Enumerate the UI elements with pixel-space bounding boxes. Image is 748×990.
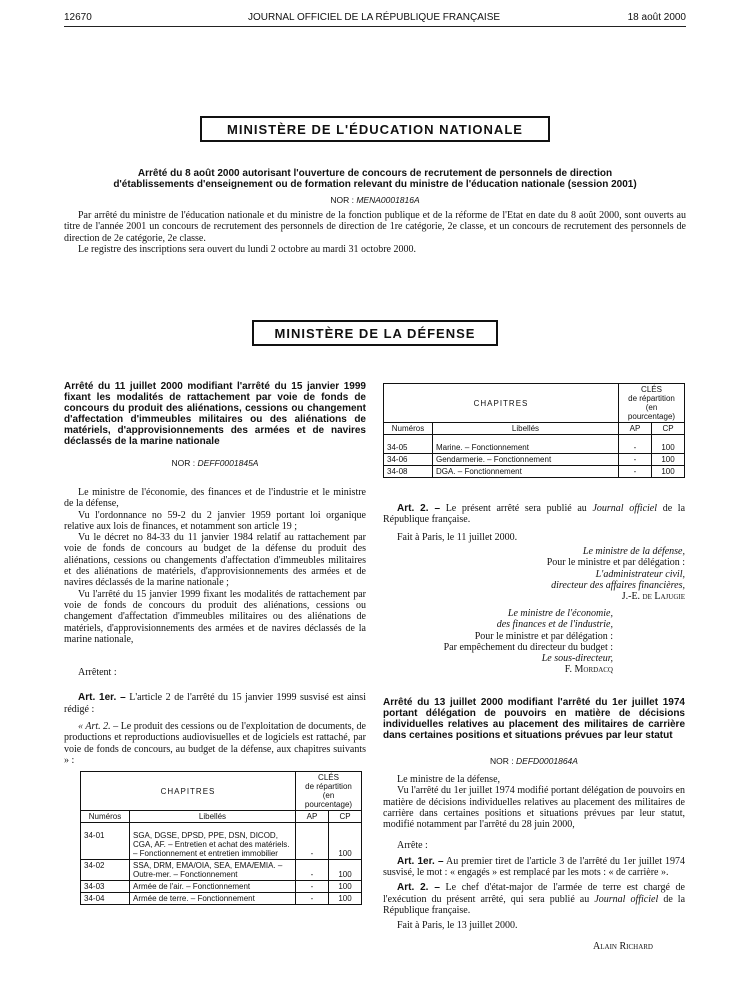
table-row: 34-08 DGA. – Fonctionnement - 100: [384, 466, 685, 478]
table-header-numeros: Numéros: [384, 423, 433, 435]
signature-block-1: Le ministre de la défense, Pour le ministre et par délégation : L'administrateur civil, directeur des affaires financières, J.-E. de Lajugie: [546, 546, 685, 603]
arrete: Arrête :: [397, 840, 428, 852]
paragraph: Le ministre de l'économie, des finances et de l'industrie et le ministre de la défense,: [64, 487, 366, 510]
arrete-education-title: [64, 168, 686, 190]
table-row: 34-05 Marine. – Fonctionnement - 100: [384, 435, 685, 454]
nor-defense-2: [383, 756, 685, 766]
paragraph: Par arrêté du ministre de l'éducation nationale et du ministre de la fonction publique et de la réforme de l'Etat en date du 8 août 2000, sont ouverts au titre de l'année 2001 un concours de recrutement des personnels de direction de 1re catégorie, 2e classe, et un concours de recrutement des personnels de direction de 2e catégorie, 2e classe.: [64, 210, 686, 244]
paragraph: Vu l'arrêté du 15 janvier 1999 fixant les modalités de rattachement par voie de fonds de concours du produit des aliénations, cessions ou changement d'affectation d'immeubles militaires ou des aliénations de matériels, d'approvisionnements des armées et de navires déclassés de la marine nationale,: [64, 588, 366, 645]
table-header-libelles: Libellés: [130, 811, 296, 823]
arretent: Arrêtent :: [78, 667, 117, 679]
table-header-chapitres: CHAPITRES: [81, 772, 296, 811]
fait-a-paris: Fait à Paris, le 11 juillet 2000.: [397, 531, 518, 543]
paragraph: Vu l'ordonnance no 59-2 du 2 janvier 1959 portant loi organique relative aux lois de finances, et notamment son article 19 ;: [64, 509, 366, 532]
paragraph: Le ministre de la défense,: [397, 774, 501, 785]
nor-education: [64, 195, 686, 205]
header-rule: [64, 26, 686, 27]
signature-block-2: Le ministre de l'économie, des finances et de l'industrie, Pour le ministre et par délégation : Par empêchement du directeur du budget : Le sous-directeur, F. Mordacq: [443, 608, 613, 676]
table-header-numeros: Numéros: [81, 811, 130, 823]
article-label: Art. 2. –: [397, 503, 441, 514]
page-number: 12670: [64, 12, 92, 23]
ministry-defense-box: [252, 320, 498, 346]
table-row: 34-02 SSA, DRM, EMA/OIA, SEA, EMA/EMIA. – Outre-mer. – Fonctionnement - 100: [81, 860, 362, 881]
nor-defense-1: [64, 458, 366, 468]
paragraph: Le registre des inscriptions sera ouvert du lundi 2 octobre au mardi 31 octobre 2000.: [78, 243, 416, 255]
defense-text-left: [64, 487, 366, 766]
defense-text-right-2: Le ministre de la défense, Vu l'arrêté du 1er juillet 1974 modifié portant délégation de pouvoirs en matière de décisions individuelles relatives au placement des militaires de carrière dans certaines positions et situations prévues par leur statut, modifié notamment par l'arrêté du 28 juin 2000, Arrête : Art. 1er. – Au premier tiret de l'article 3 de l'arrêté du 1er juillet 1974 susvisé, le mot : « engagés » est remplacé par les mots : « de carrière ». Art. 2. – Le chef d'état-major de l'armée de terre est chargé de l'exécution du présent arrêté, qui sera publié au Journal officiel de la République française. Fait à Paris, le 13 juillet 2000.: [383, 774, 686, 932]
table-header-cp: CP: [652, 423, 685, 435]
article-label: Art. 2. –: [397, 882, 440, 894]
table-header-chapitres: CHAPITRES: [384, 384, 619, 423]
defense-text-right: Art. 2. – Le présent arrêté sera publié au Journal officiel de la République française. Fait à Paris, le 11 juillet 2000.: [383, 503, 686, 543]
arrete-defense-title-2: Arrêté du 13 juillet 2000 modifiant l'arrêté du 1er juillet 1974 portant délégation de pouvoirs en matière de décisions individuelles relatives au placement des militaires de carrière dans certaines positions et situations prévues par leur statut: [383, 697, 685, 741]
table-header-cp: CP: [329, 811, 362, 823]
arrete-defense-title: Arrêté du 11 juillet 2000 modifiant l'arrêté du 15 janvier 1999 fixant les modalités de rattachement par voie de fonds de concours du produit des aliénations, cessions ou changement d'affectation d'immeubles militaires ou des aliénations de matériels, d'approvisionnements des armées et de navires déclassés de la marine nationale: [64, 381, 366, 447]
nor-code: DEFD0001864A: [516, 756, 578, 766]
nor-label: NOR :: [171, 458, 196, 468]
page-date: 18 août 2000: [627, 12, 686, 23]
table-header-cles: CLÉS de répartition (en pourcentage): [619, 384, 685, 423]
paragraph: Vu l'arrêté du 1er juillet 1974 modifié portant délégation de pouvoirs en matière de décisions individuelles relatives au placement des militaires de carrière dans certaines positions et situations prévues par leur statut, modifié notamment par l'arrêté du 28 juin 2000,: [383, 785, 685, 831]
article-text: Le produit des cessions ou de l'exploitation de documents, de productions et reproductions audiovisuelles et de logiciels est rattaché, par voie de fonds de concours, au budget de la défense, aux chapitres suivants » :: [64, 721, 366, 766]
article-label: Art. 1er. –: [78, 692, 126, 704]
table-header-ap: AP: [296, 811, 329, 823]
chapters-table-right: [383, 383, 685, 478]
table-header-libelles: Libellés: [433, 423, 619, 435]
nor-code: MENA0001816A: [356, 195, 420, 205]
nor-label: NOR :: [330, 195, 354, 205]
arrete-education-line2: d'établissements d'enseignement ou de formation relevant du ministre de l'éducation nationale (session 2001): [113, 179, 637, 190]
fait-a-paris: Fait à Paris, le 13 juillet 2000.: [397, 920, 518, 932]
ministry-education-box: [200, 116, 550, 142]
paragraph: Vu le décret no 84-33 du 11 janvier 1984 relatif au rattachement par voie de fonds de concours au budget de la défense du produit des aliénations, cessions ou changements d'affectation d'immeubles militaires et des aliénations de matériels, d'approvisionnements des armées et de navires déclassés de la marine nationale ;: [64, 532, 366, 589]
table-row: 34-04 Armée de terre. – Fonctionnement - 100: [81, 893, 362, 905]
table-row: 34-01 SGA, DGSE, DPSD, PPE, DSN, DICOD, CGA, AF. – Entretien et achat des matériels. – Fonctionnement et entretien immobilier - 100: [81, 823, 362, 860]
signature-richard: Alain Richard: [593, 941, 653, 952]
table-header-ap: AP: [619, 423, 652, 435]
article-label: « Art. 2. –: [78, 721, 119, 733]
table-row: 34-03 Armée de l'air. – Fonctionnement - 100: [81, 881, 362, 893]
nor-label: NOR :: [490, 756, 514, 766]
education-text: [64, 210, 686, 255]
ministry-defense-title: MINISTÈRE DE LA DÉFENSE: [274, 326, 476, 341]
article-label: Art. 1er. –: [397, 855, 444, 867]
article-text: L'article 2 de l'arrêté du 15 janvier 1999 susvisé est ainsi rédigé :: [64, 692, 366, 715]
nor-code: DEFF0001845A: [197, 458, 259, 468]
journal-title: JOURNAL OFFICIEL DE LA RÉPUBLIQUE FRANÇAISE: [247, 12, 501, 23]
table-header-cles: CLÉS de répartition (en pourcentage): [296, 772, 362, 811]
chapters-table-left: [80, 771, 362, 905]
arrete-education-line1: Arrêté du 8 août 2000 autorisant l'ouverture de concours de recrutement de personnels de direction: [137, 168, 613, 179]
ministry-education-title: MINISTÈRE DE L'ÉDUCATION NATIONALE: [227, 122, 523, 137]
table-row: 34-06 Gendarmerie. – Fonctionnement - 100: [384, 454, 685, 466]
